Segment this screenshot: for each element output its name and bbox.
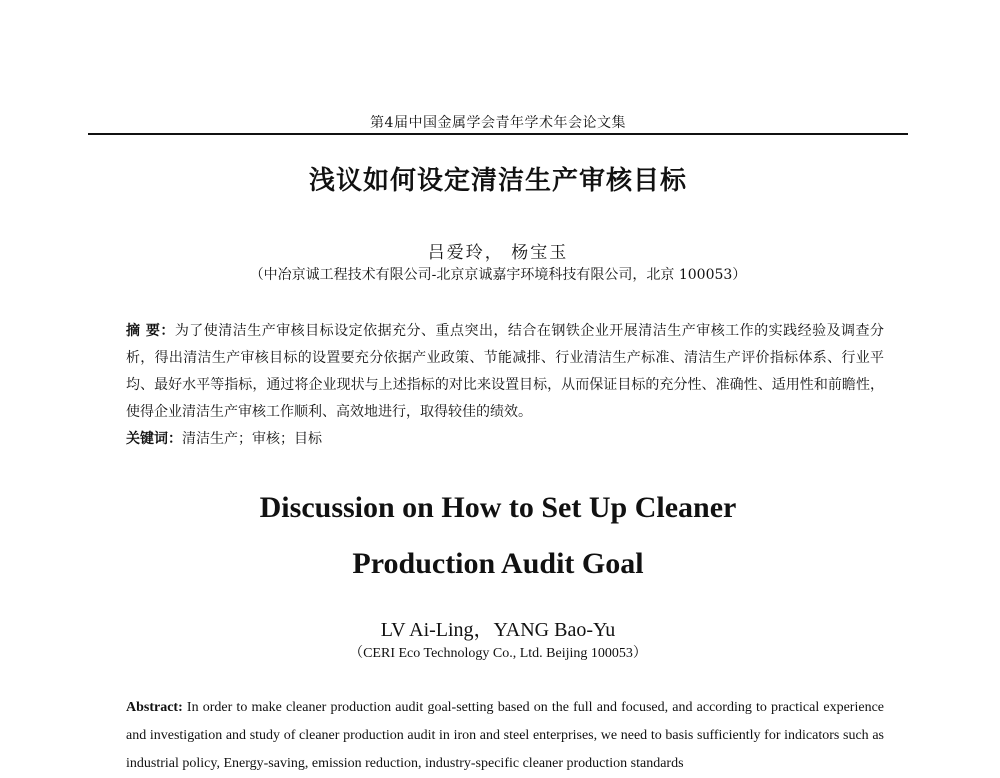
english-abstract-label: Abstract:	[126, 700, 183, 715]
english-authors: LV Ai-Ling，YANG Bao-Yu	[380, 619, 616, 641]
running-head: 第4届中国金属学会青年学术年会论文集	[370, 115, 626, 131]
english-abstract-text: In order to make cleaner production audit goal-setting based on the full and focused, and according to practical experience and investigation and study of cleaner production audit in iron and steel enterprises, we need to basis sufficiently for indicators such as industrial policy, Energy-saving, emission reduction, industry-specific cleaner production standards	[126, 700, 884, 771]
chinese-keywords-text: 清洁生产；审核；目标	[182, 431, 322, 447]
chinese-abstract-text: 为了使清洁生产审核目标设定依据充分、重点突出，结合在钢铁企业开展清洁生产审核工作的实践经验及调查分析，得出清洁生产审核目标的设置要充分依据产业政策、节能减排、行业清洁生产标准、清洁生产评价指标体系、行业平均、最好水平等指标，通过将企业现状与上述指标的对比来设置目标，从而保证目标的充分性、准确性、适用性和前瞻性，使得企业清洁生产审核工作顺利、高效地进行，取得较佳的绩效。	[126, 323, 885, 420]
chinese-keywords	[126, 426, 884, 453]
chinese-abstract-label: 摘 要：	[126, 323, 175, 339]
chinese-affiliation: （中冶京诚工程技术有限公司-北京京诚嘉宇环境科技有限公司，北京 100053）	[249, 267, 747, 283]
chinese-title: 浅议如何设定清洁生产审核目标	[308, 166, 687, 196]
chinese-keywords-label: 关键词：	[126, 431, 182, 447]
header-rule	[88, 133, 908, 135]
english-title-line-2: Production Audit Goal	[352, 547, 644, 580]
english-title-line-1: Discussion on How to Set Up Cleaner	[259, 491, 737, 524]
english-affiliation: （CERI Eco Technology Co., Ltd. Beijing 100053）	[349, 646, 647, 661]
chinese-authors: 吕爱玲， 杨宝玉	[427, 243, 569, 263]
chinese-abstract	[126, 318, 884, 426]
english-title	[88, 480, 908, 592]
english-abstract	[126, 694, 884, 778]
